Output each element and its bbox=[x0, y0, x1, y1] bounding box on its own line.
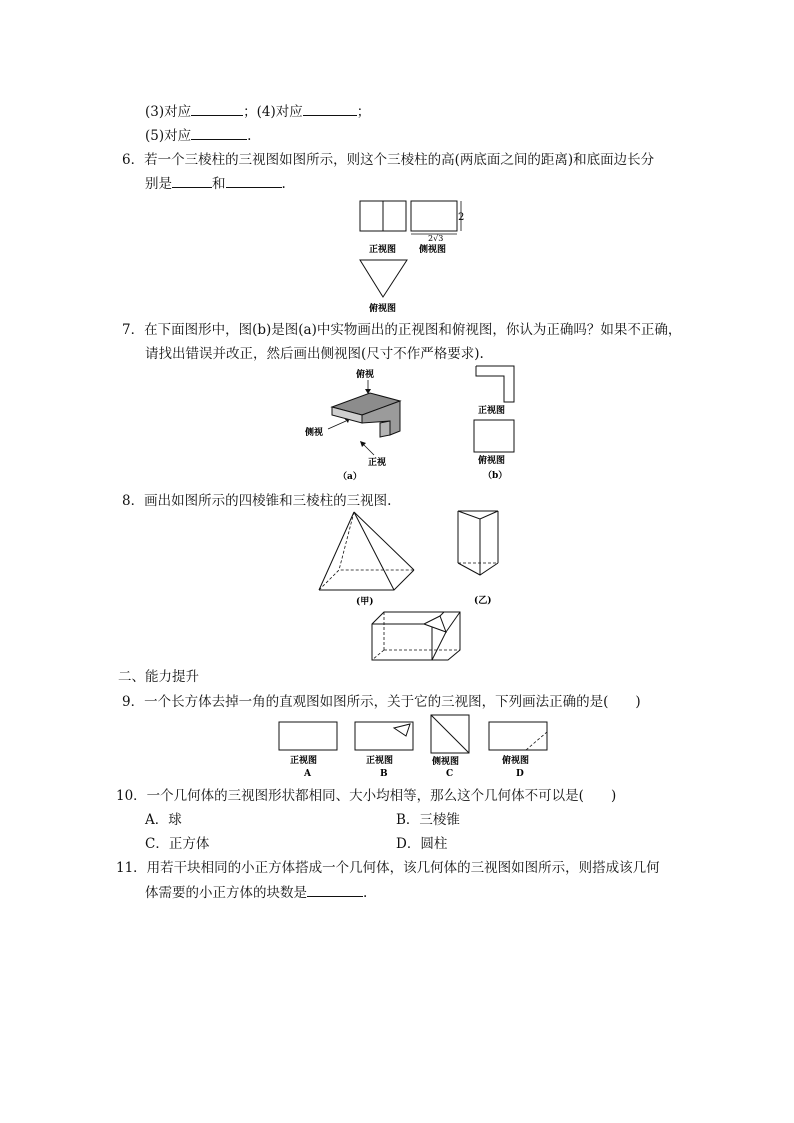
q5-line-3-4: (3)对应 ；(4)对应 ； bbox=[145, 104, 371, 120]
box-outline bbox=[372, 612, 460, 660]
q10-option-a[interactable]: A．球 bbox=[145, 812, 182, 828]
top-view-rect bbox=[474, 420, 514, 452]
q7-text-line1: 7．在下面图形中，图(b)是图(a)中实物画出的正视图和俯视图，你认为正确吗？如果不正确， bbox=[122, 322, 682, 338]
q6-text-line2: 别是 和 . bbox=[145, 176, 286, 192]
option-d-label: 俯视图 bbox=[502, 756, 530, 766]
option-a-label: 正视图 bbox=[290, 756, 318, 766]
top-view-triangle bbox=[360, 260, 407, 297]
dim-height-label: 2 bbox=[458, 212, 465, 223]
solid-leg-face bbox=[380, 421, 390, 437]
caption-yi: (乙) bbox=[474, 596, 492, 606]
option-a-rect bbox=[279, 722, 337, 750]
prism-top-face bbox=[458, 511, 498, 519]
q9-text-line1: 9．一个长方体去掉一角的直观图如图所示，关于它的三视图，下列画法正确的是( ) bbox=[122, 694, 641, 710]
q8-pyramid-figure bbox=[314, 508, 424, 608]
option-d-rect bbox=[489, 722, 547, 750]
q9-option-a-figure bbox=[276, 718, 346, 780]
arrow-top-label: 俯视 bbox=[356, 370, 375, 380]
label-top-view: 俯视图 bbox=[369, 304, 397, 314]
dim-width-label: 2√3 bbox=[428, 234, 444, 243]
label-side-view: 侧视图 bbox=[419, 245, 447, 255]
option-a-letter: A bbox=[304, 769, 311, 779]
option-b-corner bbox=[394, 724, 410, 736]
q5-part5-label: (5)对应 bbox=[145, 128, 192, 144]
q6-text-line1: 6．若一个三棱柱的三视图如图所示，则这个三棱柱的高(两底面之间的距离)和底面边长分 bbox=[122, 152, 655, 168]
q9-option-d-figure bbox=[486, 718, 556, 780]
q5-line-5: (5)对应 . bbox=[145, 128, 252, 144]
answer-blank-3[interactable] bbox=[191, 103, 243, 116]
q5-part3-label: (3)对应 bbox=[145, 104, 192, 120]
answer-blank-4[interactable] bbox=[303, 103, 357, 116]
pyramid-base-hidden bbox=[319, 570, 414, 590]
caption-a: （a） bbox=[338, 472, 362, 482]
q11-text-line2: 体需要的小正方体的块数是 . bbox=[145, 885, 368, 901]
q10-text-line1: 10．一个几何体的三视图形状都相同、大小均相等，那么这个几何体不可以是( ) bbox=[116, 788, 617, 804]
q7-text-line2: 请找出错误并改正，然后画出侧视图(尺寸不作严格要求). bbox=[145, 346, 484, 362]
q9-option-b-figure bbox=[352, 718, 422, 780]
option-c-letter: C bbox=[446, 769, 454, 779]
q8-box-figure bbox=[368, 604, 468, 664]
q10-option-c[interactable]: C．正方体 bbox=[145, 836, 210, 852]
pyramid-base-front bbox=[319, 570, 414, 590]
answer-blank-5[interactable] bbox=[191, 127, 247, 140]
arrow-side-label: 侧视 bbox=[305, 428, 324, 438]
q10-option-d[interactable]: D．圆柱 bbox=[396, 836, 448, 852]
option-d-dashed bbox=[526, 732, 547, 750]
option-b-rect bbox=[355, 722, 413, 750]
q8-prism-figure bbox=[452, 505, 522, 605]
q7-figure-a bbox=[300, 365, 410, 480]
answer-blank-edge[interactable] bbox=[226, 175, 282, 188]
q6-three-view-figure bbox=[355, 197, 475, 317]
caption-b: （b） bbox=[483, 471, 508, 481]
q11-text-line1: 11．用若干块相同的小正方体搭成一个几何体，该几何体的三视图如图所示，则搭成该几何 bbox=[116, 860, 660, 876]
label-b-front: 正视图 bbox=[478, 406, 506, 416]
label-front-view: 正视图 bbox=[369, 245, 397, 255]
answer-blank-count[interactable] bbox=[307, 884, 363, 897]
q5-part4-label: (4)对应 bbox=[256, 104, 303, 120]
front-view-l-shape bbox=[476, 366, 514, 402]
answer-blank-height[interactable] bbox=[172, 175, 212, 188]
option-c-diagonal bbox=[431, 715, 469, 753]
option-b-letter: B bbox=[380, 769, 388, 779]
box-cut-corner bbox=[424, 616, 446, 632]
arrow-side bbox=[328, 421, 346, 429]
arrow-front-label: 正视 bbox=[368, 458, 387, 468]
option-c-label: 侧视图 bbox=[432, 757, 460, 767]
q8-text-line1: 8．画出如图所示的四棱锥和三棱柱的三视图. bbox=[122, 493, 392, 509]
q7-figure-b bbox=[468, 362, 538, 482]
option-b-label: 正视图 bbox=[366, 756, 394, 766]
option-d-letter: D bbox=[516, 769, 524, 779]
caption-jia: (甲) bbox=[356, 597, 374, 607]
side-view-rect bbox=[411, 201, 457, 231]
section-title: 二、能力提升 bbox=[118, 669, 199, 685]
label-b-top: 俯视图 bbox=[478, 456, 506, 466]
q10-option-b[interactable]: B．三棱锥 bbox=[396, 812, 460, 828]
